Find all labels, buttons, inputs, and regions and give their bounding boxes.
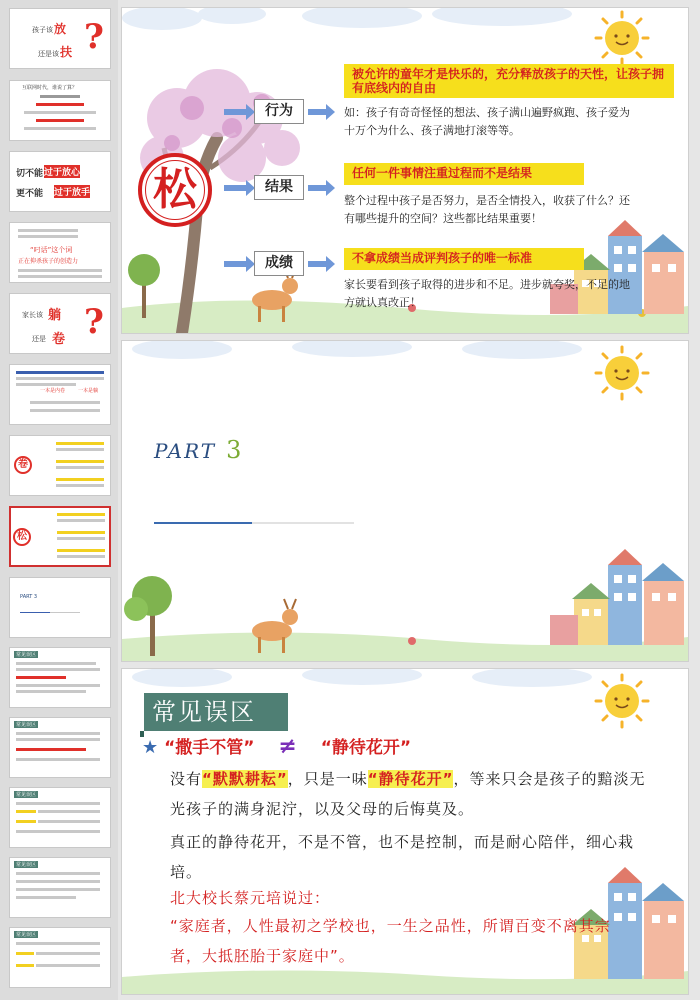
thumb-text: 过于放心 [44,165,80,178]
thumb-text: 家长该 [22,311,43,319]
question-mark-icon: ? [84,302,104,342]
highlight-2: “静待花开” [367,770,454,788]
paragraph-1 [170,764,660,824]
thumb-text: 一本是内卷 [40,388,66,394]
thumb-text: 还是该 [38,50,59,58]
thumb-text: 更不能 [16,189,44,199]
result-label: 结果 [254,175,304,200]
behavior-headline: 被允许的童年才是快乐的，充分释放孩子的天性，让孩子拥有底线内的自由 [344,64,674,98]
thumbnail-4[interactable] [9,222,111,283]
thumb-text: 放 [54,22,67,36]
thumbnail-14[interactable] [9,927,111,988]
sun-icon [596,675,648,727]
grade-description: 家长要看到孩子取得的进步和不足。进步就夸奖，不足的地方就认真改正！ [344,278,630,309]
slide-2[interactable] [122,341,688,661]
thumbnail-7[interactable] [9,435,111,496]
thumbnail-9[interactable] [9,577,111,638]
thumb-text: 还是 [32,335,46,343]
result-headline: 任何一件事情注重过程而不是结果 [344,163,584,185]
part-number: 3 [226,436,244,464]
part-title [154,436,243,464]
thumb-text: 互联网时代，谁说了算？ [22,85,78,91]
question-mark-icon: ? [84,17,104,57]
thumbnail-3[interactable] [9,151,111,212]
thumb-text: 常见误区 [16,792,37,798]
quote-text: “家庭者，人性最初之学校也，一生之品性，所谓百变不离其宗者，大抵胚胎于家庭中”。 [170,917,611,965]
thumb-text: 躺 [48,308,62,323]
thumbnail-6[interactable] [9,364,111,425]
thumb-text: 过于放手 [54,185,90,198]
slide-thumbnail-panel [0,0,118,1000]
thumbnail-12[interactable] [9,787,111,848]
thumbnail-13[interactable] [9,857,111,918]
section-title: 常见误区 [144,693,288,731]
thumb-text: 孩子该 [32,26,53,34]
comparison-heading [142,733,411,759]
song-badge: 松 [138,153,212,227]
p1-text: 没有 [170,770,203,788]
quote-intro: 北大校长蔡元培说过： [170,889,331,907]
left-phrase: “撒手不管” [164,738,255,758]
thumb-text: 正在抑杀孩子的创造力 [18,258,79,265]
sun-icon [596,12,648,64]
thumbnail-2[interactable] [9,80,111,141]
thumb-text: 常见误区 [16,652,37,658]
thumb-text: 卷 [52,332,66,347]
grade-headline: 不拿成绩当成评判孩子的唯一标准 [344,248,584,270]
highlight-1: “默默耕耘” [202,770,288,788]
thumb-text: 常见误区 [16,722,37,728]
behavior-label: 行为 [254,99,304,124]
part-divider [154,522,354,524]
part-label: PART [154,439,217,463]
thumbnail-5[interactable] [9,293,111,354]
slide-1[interactable] [122,8,688,333]
p1-text: ，只是一味 [287,770,368,788]
sun-icon [596,347,648,399]
star-icon: ★ [142,737,159,758]
result-description: 整个过程中孩子是否努力，是否全情投入，收获了什么？还有哪些提升的空间？这些都比结果重要！ [344,194,630,225]
slide-3[interactable] [122,669,688,994]
thumb-text: 一本是躺 [78,388,99,394]
paragraph-2: 真正的静待花开，不是不管，也不是控制，而是耐心陪伴，细心栽培。 [170,833,635,881]
thumb-badge: 卷 [14,456,32,474]
thumb-badge: 松 [13,528,31,546]
thumbnail-11[interactable] [9,717,111,778]
thumb-text: 常见误区 [16,932,37,938]
grade-label: 成绩 [254,251,304,276]
thumb-text: 扶 [60,45,73,59]
p1-text: ，等来只会是孩子的黯淡无光孩子的满身泥泞，以及父母的后悔莫及。 [170,770,646,818]
thumbnail-8-current[interactable] [9,506,111,567]
not-equal-icon: ≠ [278,734,297,759]
slide-background-art [122,341,688,661]
thumb-text: “叼话”这个词 [30,246,73,254]
right-phrase: “静待花开” [320,738,412,758]
thumb-text: 切不能 [16,169,44,179]
thumb-text: PART 3 [20,594,38,600]
behavior-description: 如：孩子有奇奇怪怪的想法、孩子满山遍野疯跑、孩子爱为十万个为什么、孩子满地打滚等等。 [344,106,630,137]
thumb-text: 常见误区 [16,862,37,868]
thumbnail-10[interactable] [9,647,111,708]
thumbnail-1[interactable] [9,8,111,69]
